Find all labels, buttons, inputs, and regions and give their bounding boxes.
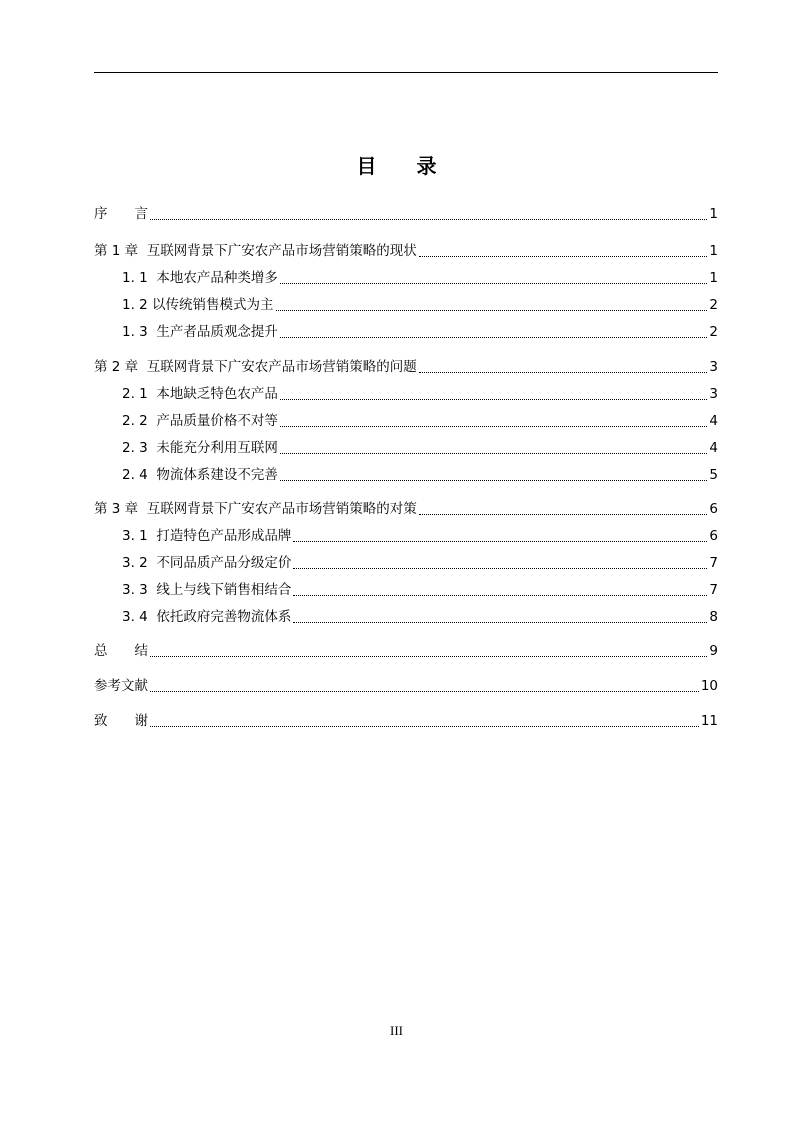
- dot-leader: [293, 608, 707, 623]
- toc-entry-label: 第 3 章 互联网背景下广安农产品市场营销策略的对策: [94, 501, 417, 517]
- toc-entry-page: 7: [709, 582, 718, 598]
- dot-leader: [150, 677, 699, 692]
- toc-entry[interactable]: [122, 410, 718, 432]
- dot-leader: [276, 296, 708, 311]
- toc-entry-page: 1: [709, 270, 718, 286]
- toc-entry[interactable]: [94, 640, 718, 662]
- toc-entry-label: 1. 2 以传统销售模式为主: [122, 297, 274, 313]
- toc-entry-page: 4: [709, 413, 718, 429]
- toc-entry-page: 10: [700, 678, 718, 694]
- toc-entry-page: 1: [709, 243, 718, 259]
- dot-leader: [419, 358, 708, 373]
- toc-entry-page: 5: [709, 467, 718, 483]
- toc-entry[interactable]: [122, 383, 718, 405]
- toc-entry-page: 8: [709, 609, 718, 625]
- toc-entry[interactable]: [94, 675, 718, 697]
- toc-entry-label: 总 结: [94, 643, 148, 659]
- toc-entry-label: 2. 4 物流体系建设不完善: [122, 467, 278, 483]
- toc-entry-label: 第 1 章 互联网背景下广安农产品市场营销策略的现状: [94, 243, 417, 259]
- toc-entry-page: 7: [709, 555, 718, 571]
- toc-entry[interactable]: [122, 606, 718, 628]
- toc-entry-label: 1. 3 生产者品质观念提升: [122, 324, 278, 340]
- toc-entry[interactable]: [94, 710, 718, 732]
- toc-entry-page: 2: [709, 297, 718, 313]
- toc-entry[interactable]: [122, 552, 718, 574]
- dot-leader: [280, 269, 708, 284]
- toc-entry[interactable]: [94, 203, 718, 225]
- toc-entry-page: 2: [709, 324, 718, 340]
- toc-entry-label: 2. 3 未能充分利用互联网: [122, 440, 278, 456]
- toc-entry-page: 6: [709, 501, 718, 517]
- toc-entry[interactable]: [122, 321, 718, 343]
- toc-entry-label: 2. 2 产品质量价格不对等: [122, 413, 278, 429]
- header-rule: [94, 72, 718, 73]
- toc-entry-label: 1. 1 本地农产品种类增多: [122, 270, 278, 286]
- toc-entry[interactable]: [94, 356, 718, 378]
- dot-leader: [150, 205, 707, 220]
- toc-entry-page: 1: [709, 206, 718, 222]
- toc-entry-label: 3. 3 线上与线下销售相结合: [122, 582, 292, 598]
- dot-leader: [280, 439, 708, 454]
- toc-entry[interactable]: [122, 579, 718, 601]
- toc-title: [0, 150, 793, 179]
- toc-title-left: 目: [356, 154, 377, 178]
- toc-entry-label: 致 谢: [94, 713, 148, 729]
- toc-entry-page: 3: [709, 386, 718, 402]
- toc-entry[interactable]: [122, 294, 718, 316]
- toc-entry-page: 6: [709, 528, 718, 544]
- toc-entry[interactable]: [94, 498, 718, 520]
- dot-leader: [419, 500, 708, 515]
- toc-entry[interactable]: [122, 464, 718, 486]
- toc-entry-page: 9: [709, 643, 718, 659]
- toc-entry[interactable]: [94, 240, 718, 262]
- toc-entry-page: 3: [709, 359, 718, 375]
- dot-leader: [293, 581, 707, 596]
- toc-entry-label: 参考文献: [94, 678, 148, 694]
- footer-page-number: III: [390, 1023, 403, 1038]
- toc-entry[interactable]: [122, 437, 718, 459]
- dot-leader: [280, 323, 708, 338]
- toc-entry-label: 3. 2 不同品质产品分级定价: [122, 555, 292, 571]
- toc-entry-label: 2. 1 本地缺乏特色农产品: [122, 386, 278, 402]
- toc-entry-label: 3. 1 打造特色产品形成品牌: [122, 528, 292, 544]
- toc-title-right: 录: [416, 154, 437, 178]
- dot-leader: [293, 527, 707, 542]
- toc-entry-label: 3. 4 依托政府完善物流体系: [122, 609, 292, 625]
- dot-leader: [150, 642, 707, 657]
- toc-entry[interactable]: [122, 267, 718, 289]
- dot-leader: [150, 712, 699, 727]
- dot-leader: [280, 412, 708, 427]
- toc-entry-label: 第 2 章 互联网背景下广安农产品市场营销策略的问题: [94, 359, 417, 375]
- dot-leader: [280, 466, 708, 481]
- toc-entry-page: 11: [700, 713, 718, 729]
- dot-leader: [280, 385, 708, 400]
- dot-leader: [293, 554, 707, 569]
- toc-entry[interactable]: [122, 525, 718, 547]
- toc-entry-label: 序 言: [94, 206, 148, 222]
- toc-entry-page: 4: [709, 440, 718, 456]
- dot-leader: [419, 242, 708, 257]
